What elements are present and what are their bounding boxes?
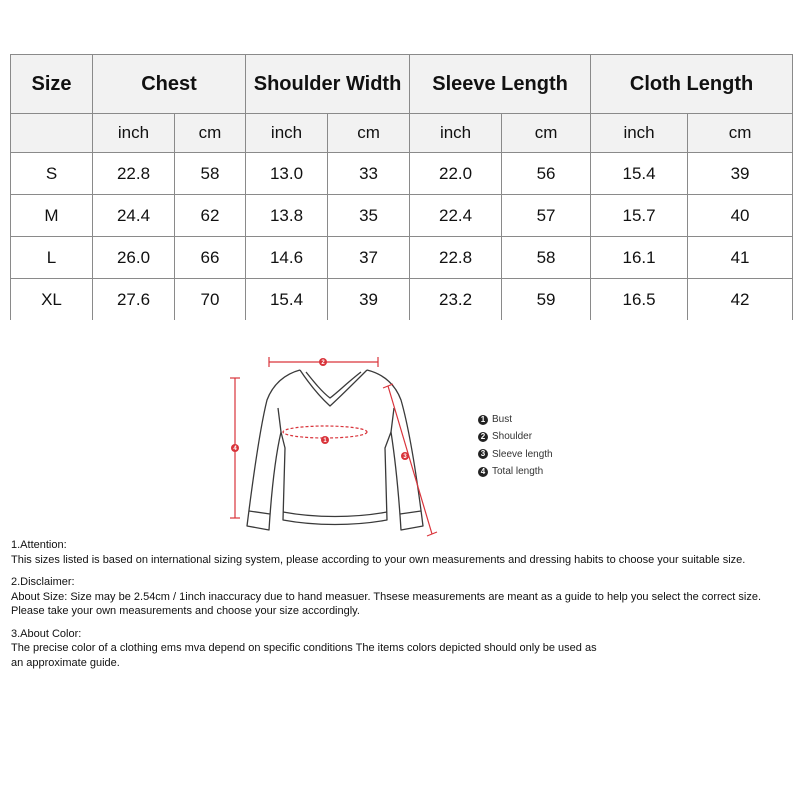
value-cell: 41 <box>688 237 793 279</box>
legend-number: 1 <box>478 415 488 425</box>
size-cell: L <box>11 237 93 279</box>
value-cell: 16.5 <box>591 279 688 321</box>
note-about-color <box>11 627 797 671</box>
value-cell: 15.4 <box>591 153 688 195</box>
measurement-legend <box>478 411 553 480</box>
value-cell: 26.0 <box>93 237 175 279</box>
table-header-row <box>11 55 793 114</box>
measurement-lines <box>230 357 437 536</box>
value-cell: 56 <box>502 153 591 195</box>
legend-item-bust <box>478 411 553 428</box>
unit-cell: cm <box>688 114 793 153</box>
table-units-row <box>11 114 793 153</box>
value-cell: 22.0 <box>410 153 502 195</box>
value-cell: 62 <box>175 195 246 237</box>
note-text: an approximate guide. <box>11 656 120 669</box>
legend-number: 4 <box>478 467 488 477</box>
sweater-outline <box>247 370 423 530</box>
legend-label: Total length <box>492 466 544 478</box>
value-cell: 22.8 <box>93 153 175 195</box>
value-cell: 42 <box>688 279 793 321</box>
value-cell: 33 <box>328 153 410 195</box>
value-cell: 40 <box>688 195 793 237</box>
unit-cell: inch <box>410 114 502 153</box>
marker-shoulder: 2 <box>321 360 325 366</box>
header-sleeve-length: Sleeve Length <box>410 55 591 114</box>
value-cell: 70 <box>175 279 246 321</box>
legend-item-sleeve-length <box>478 446 553 463</box>
note-title: 1.Attention: <box>11 539 67 551</box>
marker-sleeve-length: 3 <box>403 454 407 460</box>
table-row <box>11 237 793 279</box>
marker-bust: 1 <box>323 438 327 444</box>
table-row <box>11 279 793 321</box>
size-cell: M <box>11 195 93 237</box>
note-title: 3.About Color: <box>11 627 82 640</box>
value-cell: 66 <box>175 237 246 279</box>
value-cell: 39 <box>328 279 410 321</box>
value-cell: 35 <box>328 195 410 237</box>
header-chest: Chest <box>93 55 246 114</box>
header-cloth-length: Cloth Length <box>591 55 793 114</box>
measurement-markers <box>231 358 409 460</box>
header-size: Size <box>11 55 93 114</box>
legend-label: Bust <box>492 414 513 426</box>
value-cell: 57 <box>502 195 591 237</box>
note-text: This sizes listed is based on international sizing system, please according to your own measurements and dressing habits to choose your suitable size. <box>11 553 746 566</box>
note-title: 2.Disclaimer: <box>11 576 75 588</box>
value-cell: 27.6 <box>93 279 175 321</box>
value-cell: 22.4 <box>410 195 502 237</box>
note-text: Please take your own measurements and choose your size accordingly. <box>11 605 360 617</box>
table-row <box>11 153 793 195</box>
unit-cell: cm <box>328 114 410 153</box>
unit-cell: inch <box>93 114 175 153</box>
legend-label: Sleeve length <box>492 448 553 460</box>
value-cell: 24.4 <box>93 195 175 237</box>
value-cell: 39 <box>688 153 793 195</box>
value-cell: 59 <box>502 279 591 321</box>
value-cell: 13.8 <box>246 195 328 237</box>
unit-cell: cm <box>175 114 246 153</box>
legend-item-total-length <box>478 463 553 480</box>
value-cell: 15.4 <box>246 279 328 321</box>
note-attention <box>11 538 797 567</box>
unit-cell <box>11 114 93 153</box>
marker-total-length: 4 <box>233 446 237 452</box>
notes-section <box>11 538 797 678</box>
legend-item-shoulder <box>478 428 553 445</box>
table-row <box>11 195 793 237</box>
size-cell: S <box>11 153 93 195</box>
value-cell: 22.8 <box>410 237 502 279</box>
size-chart-table <box>10 54 793 320</box>
note-text: About Size: Size may be 2.54cm / 1inch inaccuracy due to hand measuer. Thsese measurements are meant as a guide to help you select the correct size. <box>11 590 762 603</box>
value-cell: 37 <box>328 237 410 279</box>
legend-number: 3 <box>478 449 488 459</box>
value-cell: 58 <box>502 237 591 279</box>
unit-cell: inch <box>246 114 328 153</box>
unit-cell: inch <box>591 114 688 153</box>
legend-label: Shoulder <box>492 431 533 443</box>
note-text: The precise color of a clothing ems mva depend on specific conditions The items colors depicted should only be used as <box>11 642 597 654</box>
unit-cell: cm <box>502 114 591 153</box>
value-cell: 14.6 <box>246 237 328 279</box>
value-cell: 23.2 <box>410 279 502 321</box>
value-cell: 15.7 <box>591 195 688 237</box>
value-cell: 58 <box>175 153 246 195</box>
size-cell: XL <box>11 279 93 321</box>
value-cell: 13.0 <box>246 153 328 195</box>
value-cell: 16.1 <box>591 237 688 279</box>
note-disclaimer <box>11 575 797 619</box>
header-shoulder-width: Shoulder Width <box>246 55 410 114</box>
legend-number: 2 <box>478 432 488 442</box>
